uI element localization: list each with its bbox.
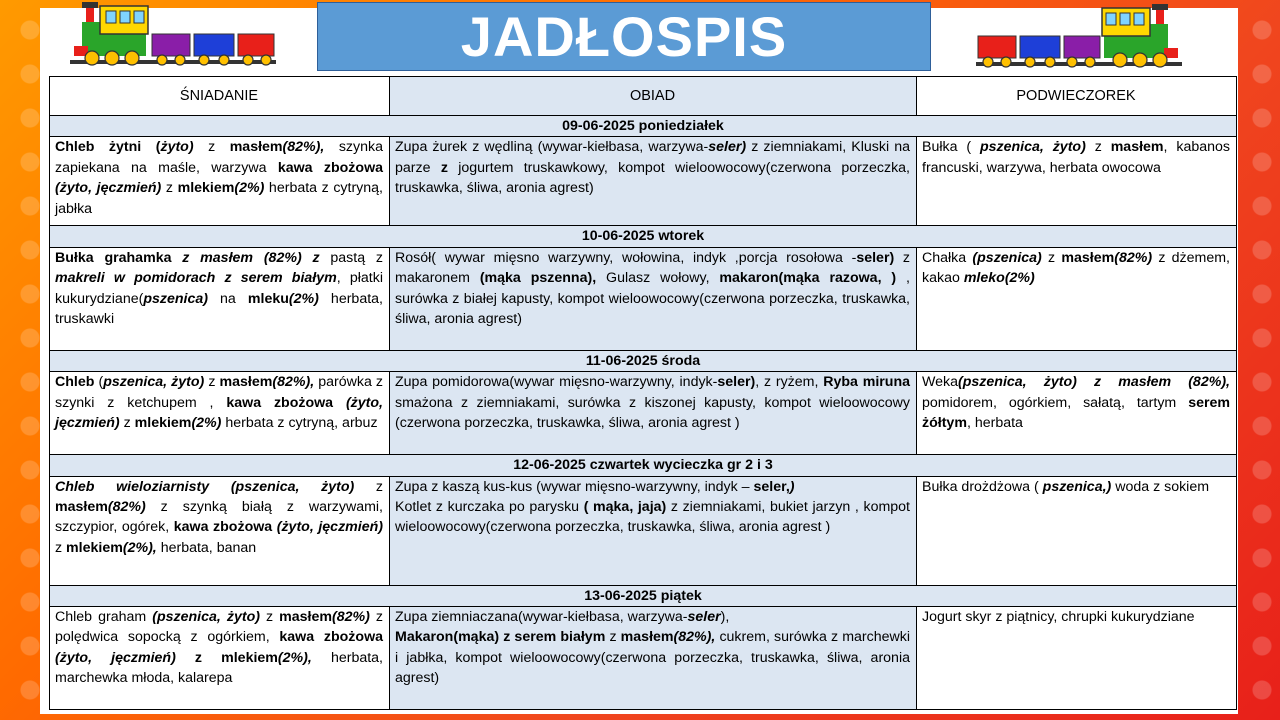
menu-row <box>50 372 1237 455</box>
date-row <box>50 585 1237 606</box>
menu-text: ), <box>720 609 730 626</box>
date-label: 09-06-2025 poniedziałek <box>50 116 1237 137</box>
menu-text: pomidorem, ogórkiem, sałatą, tartym <box>922 394 1189 411</box>
header-sniadanie: ŚNIADANIE <box>50 77 390 116</box>
menu-text: z masłem (82%) z <box>182 249 320 266</box>
menu-text: z <box>605 629 621 646</box>
menu-text: Weka <box>922 374 959 391</box>
menu-text: Makaron(mąka) z serem białym <box>395 629 606 646</box>
menu-text: Jogurt skyr z piątnicy, chrupki kukurydziane <box>922 609 1195 626</box>
menu-text: kawa zbożowa <box>279 629 383 646</box>
date-label: 11-06-2025 środa <box>50 350 1237 371</box>
header-obiad: OBIAD <box>390 77 917 116</box>
menu-text: mleko(2%) <box>963 270 1035 287</box>
train-icon <box>974 2 1184 72</box>
menu-text: (2%) <box>288 290 319 307</box>
menu-text: Gulasz wołowy, <box>596 270 720 287</box>
menu-text: z polędwica sopocką z ogórkiem, <box>55 609 383 646</box>
menu-text: (82%) <box>332 609 370 626</box>
menu-text: (pszenica, żyto) <box>152 609 260 626</box>
menu-text: z szynką białą z warzywami, szczypior, ogórek, <box>55 499 383 536</box>
date-row <box>50 350 1237 371</box>
menu-text: Bułka ( <box>922 139 980 156</box>
menu-text: (2%) <box>191 415 222 432</box>
menu-text: , surówka z białej kapusty, kompot wieloowocowy(czerwona porzeczka, truskawka, śliwa, aronia agrest) <box>395 270 910 328</box>
sniadanie-cell <box>50 247 390 350</box>
date-row <box>50 116 1237 137</box>
menu-text: (żyto, jęczmień) <box>55 394 383 432</box>
menu-text: (82%) <box>107 499 146 516</box>
menu-text: Bułka drożdżowa ( <box>922 478 1043 495</box>
menu-text: pszenica) <box>143 290 208 307</box>
menu-text: z makaronem <box>395 249 910 287</box>
menu-text: , płatki kukurydziane( <box>55 270 383 307</box>
menu-text: , kabanos francuski, warzywa, herbata owocowa <box>922 139 1230 176</box>
menu-text: jogurtem truskawkowy, kompot wieloowocowy(czerwona porzeczka, truskawka, śliwa, aronia agrest) <box>395 159 910 197</box>
menu-text: z <box>259 609 280 626</box>
menu-text: herbata, banan <box>156 539 257 556</box>
menu-text: Zupa pomidorowa(wywar mięsno-warzywny, indyk- <box>395 374 718 391</box>
menu-text: mleku <box>247 290 289 307</box>
podwieczorek-cell <box>917 137 1237 226</box>
menu-table <box>49 76 1237 710</box>
sniadanie-cell <box>50 607 390 710</box>
menu-text: pastą z <box>319 249 383 266</box>
menu-text: masłem <box>279 609 332 626</box>
menu-text: (mąka pszenna), <box>479 270 597 287</box>
menu-text: seler) <box>708 139 747 156</box>
menu-text: szynka zapiekana na maśle, warzywa <box>55 139 383 176</box>
menu-text: masłem <box>620 629 674 646</box>
menu-text: (pszenica) <box>972 249 1042 266</box>
menu-text: pszenica,) <box>1042 478 1112 495</box>
menu-text: z <box>1041 249 1062 266</box>
menu-text: z ziemniakami, Kluski na parze <box>395 139 910 176</box>
date-row <box>50 455 1237 476</box>
menu-text: kawa zbożowa <box>277 159 383 176</box>
menu-text: (2%), <box>277 649 312 666</box>
menu-text: masłem <box>229 139 283 156</box>
menu-text: ) <box>789 478 795 495</box>
menu-text: z <box>1085 139 1111 156</box>
menu-text: ( mąka, jaja) <box>583 499 667 516</box>
menu-text: pszenica, żyto) <box>979 139 1086 156</box>
sniadanie-cell <box>50 372 390 455</box>
menu-text: z <box>55 539 67 556</box>
menu-text: ( <box>94 374 104 391</box>
menu-text: z mlekiem <box>175 649 278 666</box>
menu-text: (82%), <box>673 629 716 646</box>
menu-text: z dżemem, kakao <box>922 249 1230 287</box>
title-banner <box>317 2 931 71</box>
menu-text: mlekiem <box>66 539 123 556</box>
menu-text: makreli w pomidorach z serem białym <box>55 270 337 287</box>
podwieczorek-cell <box>917 247 1237 350</box>
menu-text: kawa zbożowa <box>173 519 277 536</box>
obiad-cell <box>390 372 917 455</box>
menu-text: Rosół( wywar mięsno warzywny, wołowina, indyk ,porcja rosołowa - <box>395 249 857 266</box>
menu-text: masłem <box>55 499 108 516</box>
menu-row <box>50 607 1237 710</box>
menu-text: mlekiem <box>177 180 235 197</box>
menu-text: herbata, truskawki <box>55 290 383 328</box>
train-icon <box>68 0 278 70</box>
menu-text: (żyto, jęczmień) <box>276 519 384 536</box>
menu-text: seler) <box>856 249 895 266</box>
menu-text: z <box>204 374 220 391</box>
date-label: 12-06-2025 czwartek wycieczka gr 2 i 3 <box>50 455 1237 476</box>
menu-text: Bułka grahamka <box>55 249 183 266</box>
podwieczorek-cell <box>917 372 1237 455</box>
obiad-cell <box>390 476 917 585</box>
menu-text: seler, <box>753 478 790 495</box>
podwieczorek-cell <box>917 476 1237 585</box>
page-title: JADŁOSPIS <box>460 5 788 68</box>
date-label: 10-06-2025 wtorek <box>50 226 1237 247</box>
menu-text: herbata, marchewka młoda, kalarepa <box>55 649 383 687</box>
menu-text: woda z sokiem <box>1111 478 1210 495</box>
menu-text: żyto) <box>160 139 194 156</box>
menu-text: cukrem, surówka z marchewki i jabłka, kompot wieloowocowy(czerwona porzeczka, truskawka, śliwa, aronia agrest) <box>395 629 910 687</box>
menu-text: kawa zbożowa <box>226 394 346 411</box>
menu-text: (żyto, jęczmień) <box>55 180 162 197</box>
menu-text: pszenica, żyto) <box>103 374 205 391</box>
menu-text: Chleb wieloziarnisty (pszenica, żyto) <box>55 478 355 495</box>
header-row <box>50 77 1237 116</box>
menu-text: masłem <box>219 374 273 391</box>
obiad-cell <box>390 607 917 710</box>
menu-text: mlekiem <box>134 415 192 432</box>
menu-text: Chleb <box>55 374 95 391</box>
obiad-cell <box>390 247 917 350</box>
menu-text: seler <box>687 609 721 626</box>
menu-text: herbata z cytryną, jabłka <box>55 180 383 217</box>
menu-text: z <box>161 180 178 197</box>
menu-text: (82%), <box>272 374 315 391</box>
menu-row <box>50 137 1237 226</box>
menu-text: (82%), <box>282 139 325 156</box>
menu-text: Chleb żytni ( <box>55 139 161 156</box>
menu-text: z <box>440 159 448 176</box>
menu-text: masłem <box>1061 249 1115 266</box>
menu-text: parówka z szynki z ketchupem , <box>55 374 383 411</box>
sniadanie-cell <box>50 476 390 585</box>
menu-text: seler) <box>717 374 756 391</box>
menu-text: Zupa ziemniaczana(wywar-kiełbasa, warzywa- <box>395 609 688 626</box>
menu-text: (2%), <box>122 539 157 556</box>
menu-text: z <box>193 139 230 156</box>
sniadanie-cell <box>50 137 390 226</box>
menu-text: z <box>119 415 135 432</box>
menu-text: z ziemniakami, bukiet jarzyn , kompot wieloowocowy(czerwona porzeczka, truskawka, śliwa, aronia agrest ) <box>395 499 911 536</box>
date-row <box>50 226 1237 247</box>
menu-text: serem żółtym <box>922 394 1230 432</box>
menu-text: makaron(mąka razowa, ) <box>719 270 897 287</box>
menu-text: na <box>207 290 248 307</box>
menu-text: (82%) <box>1114 249 1153 266</box>
menu-text: masłem <box>1110 139 1164 156</box>
menu-text: Chleb graham <box>55 609 153 626</box>
date-label: 13-06-2025 piątek <box>50 585 1237 606</box>
menu-text: (żyto, jęczmień) <box>55 649 176 666</box>
menu-text: Zupa z kaszą kus-kus (wywar mięsno-warzywny, indyk – <box>395 478 754 495</box>
menu-text: Zupa żurek z wędliną (wywar-kiełbasa, warzywa- <box>395 139 709 156</box>
podwieczorek-cell <box>917 607 1237 710</box>
obiad-cell <box>390 137 917 226</box>
menu-text: Ryba miruna <box>823 374 911 391</box>
menu-row <box>50 476 1237 585</box>
menu-text: (pszenica, żyto) z masłem (82%), <box>958 374 1230 391</box>
menu-text: smażona z ziemniakami, surówka z kiszonej kapusty, kompot wieloowocowy (czerwona porzeczka, truskawka, śliwa, aronia agrest ) <box>395 394 910 432</box>
menu-text: Chałka <box>922 249 973 266</box>
header-podwieczorek: PODWIECZOREK <box>917 77 1237 116</box>
menu-text: , z ryżem, <box>755 374 824 391</box>
menu-text: Kotlet z kurczaka po parysku <box>395 499 584 516</box>
menu-text: (2%) <box>234 180 265 197</box>
menu-text: herbata z cytryną, arbuz <box>221 415 378 432</box>
menu-text: , herbata <box>966 415 1023 432</box>
menu-text: z <box>354 478 384 495</box>
menu-row <box>50 247 1237 350</box>
